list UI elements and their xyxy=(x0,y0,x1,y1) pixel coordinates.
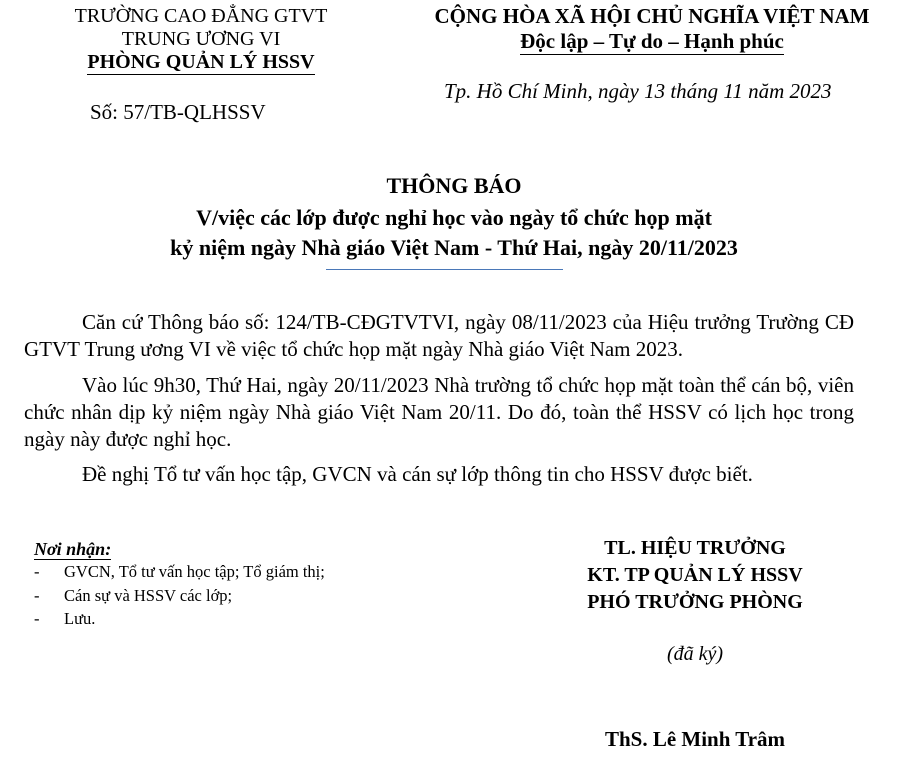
recipient-text: Cán sự và HSSV các lớp; xyxy=(64,585,233,605)
signature-authority-line2: KT. TP QUẢN LÝ HSSV xyxy=(587,564,803,586)
recipient-item xyxy=(34,607,325,631)
body-paragraph-3: Đề nghị Tổ tư vấn học tập, GVCN và cán sự lớp thông tin cho HSSV được biết. xyxy=(82,462,753,486)
recipient-item xyxy=(34,560,325,584)
national-title: CỘNG HÒA XÃ HỘI CHỦ NGHĨA VIỆT NAM xyxy=(434,4,870,28)
signature-authority-line1: TL. HIỆU TRƯỞNG xyxy=(604,537,786,559)
recipient-text: GVCN, Tổ tư vấn học tập; Tổ giám thị; xyxy=(64,562,325,581)
issuer-department-text: PHÒNG QUẢN LÝ HSSV xyxy=(87,51,315,73)
notice-subject-line2: kỷ niệm ngày Nhà giáo Việt Nam - Thứ Hai, ngày 20/11/2023 xyxy=(170,235,738,260)
recipients-list xyxy=(34,560,325,631)
recipient-bullet: - xyxy=(34,609,40,628)
issuer-department xyxy=(46,50,356,74)
recipient-bullet: - xyxy=(34,585,40,605)
notice-heading: THÔNG BÁO xyxy=(386,173,522,198)
notice-subject-line1: V/việc các lớp được nghỉ học vào ngày tổ chức họp mặt xyxy=(196,205,712,230)
national-motto-text: Độc lập – Tự do – Hạnh phúc xyxy=(520,29,784,53)
issuer-org-line1: TRƯỜNG CAO ĐẲNG GTVT xyxy=(74,5,328,27)
recipients-heading xyxy=(34,538,111,560)
place-and-date: Tp. Hồ Chí Minh, ngày 13 tháng 11 năm 2023 xyxy=(444,79,832,103)
recipient-bullet: - xyxy=(34,562,40,581)
document-number: Số: 57/TB-QLHSSV xyxy=(90,100,266,124)
recipients-heading-text: Nơi nhận: xyxy=(34,539,112,559)
recipient-text: Lưu. xyxy=(64,609,96,628)
title-divider xyxy=(326,269,563,270)
national-motto xyxy=(412,29,892,53)
issuer-org-line2: TRUNG ƯƠNG VI xyxy=(121,28,281,50)
body-paragraph-2: Vào lúc 9h30, Thứ Hai, ngày 20/11/2023 Nhà trường tổ chức họp mặt toàn thể cán bộ, viên chức nhân dịp kỷ niệm ngày Nhà giáo Việt Nam 20/11. Do đó, toàn thể HSSV có lịch học trong ngày này được nghỉ học. xyxy=(24,373,854,451)
signer-name: ThS. Lê Minh Trâm xyxy=(604,727,786,751)
recipient-item xyxy=(34,584,325,608)
body-paragraph-1: Căn cứ Thông báo số: 124/TB-CĐGTVTVI, ngày 08/11/2023 của Hiệu trưởng Trường CĐ GTVT Trung ương VI về việc tổ chức họp mặt ngày Nhà giáo Việt Nam 2023. xyxy=(24,310,854,361)
signed-note: (đã ký) xyxy=(666,643,724,665)
signature-position: PHÓ TRƯỞNG PHÒNG xyxy=(587,591,803,613)
